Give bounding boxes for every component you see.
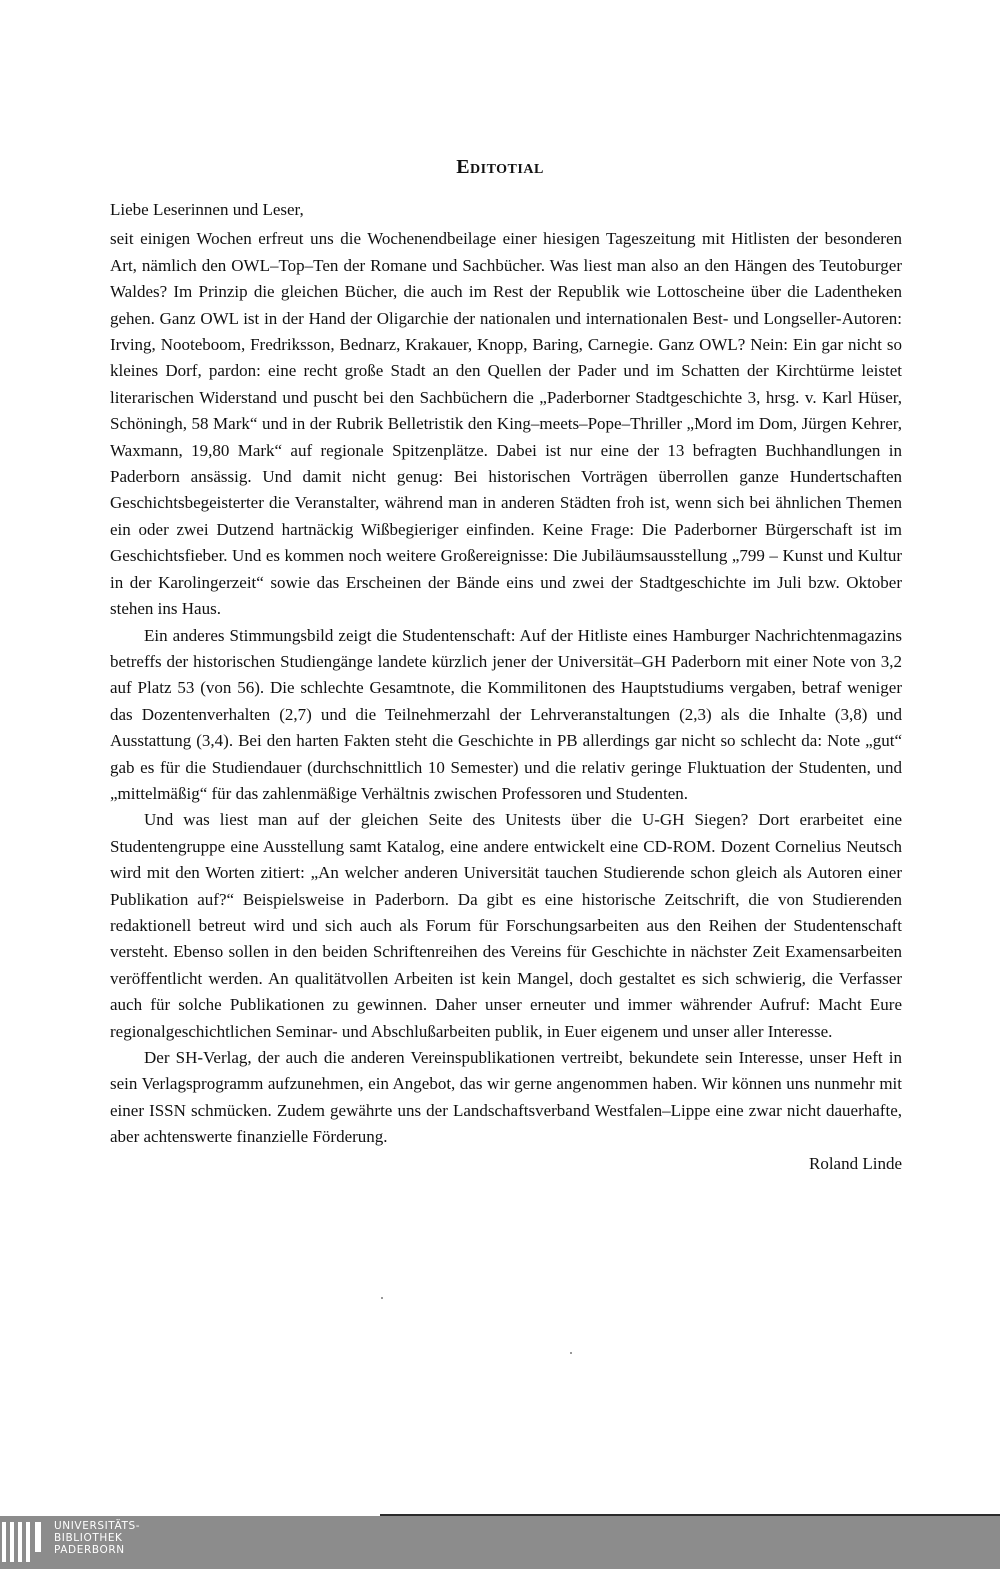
- article-body: [110, 197, 902, 1177]
- paragraph-1: seit einigen Wochen erfreut uns die Wochenendbeilage einer hiesigen Tageszeitung mit Hitlisten der besonderen Art, nämlich den OWL–Top–Ten der Romane und Sachbücher. Was liest man also an den Hängen des Teutoburger Waldes? Im Prinzip die gleichen Bücher, die auch im Rest der Republik wie Lottoscheine über die Ladentheken gehen. Ganz OWL ist in der Hand der Oligarchie der nationalen und internationalen Best- und Longseller-Autoren: Irving, Nooteboom, Fredriksson, Bednarz, Krakauer, Knopp, Baring, Carnegie. Ganz OWL? Nein: Ein gar nicht so kleines Dorf, pardon: eine recht große Stadt an den Quellen der Pader und im Schatten der Kirchtürme leistet literarischen Widerstand und puscht bei den Sachbüchern die „Paderborner Stadtgeschichte 3, hrsg. v. Karl Hüser, Schöningh, 58 Mark“ und in der Rubrik Belletristik den King–meets–Pope–Thriller „Mord im Dom, Jürgen Kehrer, Waxmann, 19,80 Mark“ auf regionale Spitzenplätze. Dabei ist nur eine der 13 befragten Buchhandlungen in Paderborn ansässig. Und damit nicht genug: Bei historischen Vorträgen überrollen ganze Hundertschaften Geschichtsbegeisterter die Veranstalter, während man in anderen Städten froh ist, wenn sich bei ähnlichen Themen ein oder zwei Dutzend hartnäckig Wißbegieriger einfinden. Keine Frage: Die Paderborner Bürgerschaft ist im Geschichtsfieber. Und es kommen noch weitere Großereignisse: Die Jubiläumsausstellung „799 – Kunst und Kultur in der Karolingerzeit“ sowie das Erscheinen der Bände eins und zwei der Stadtgeschichte im Juli bzw. Oktober stehen ins Haus.: [110, 229, 902, 619]
- library-logo-icon: [0, 1522, 42, 1566]
- paragraph-3: Und was liest man auf der gleichen Seite des Unitests über die U-GH Siegen? Dort erarbeitet eine Studentengruppe eine Ausstellung samt Katalog, eine andere entwickelt eine CD-ROM. Dozent Cornelius Neutsch wird mit den Worten zitiert: „An welcher anderen Universität tauchen Studierende schon gleich als Autoren einer Publikation auf?“ Beispielsweise in Paderborn. Da gibt es eine historische Zeitschrift, die von Studierenden redaktionell betreut wird und sich auch als Forum für Forschungsarbeiten aus den Reihen der Studentenschaft versteht. Ebenso sollen in den beiden Schriftenreihen des Vereins für Geschichte in nächster Zeit Examensarbeiten veröffentlicht werden. An qualitätvollen Arbeiten ist kein Mangel, doch gestaltet es sich schwierig, die Verfasser auch für solche Publikationen zu gewinnen. Daher unser erneuter und immer währender Aufruf: Macht Eure regionalgeschichtlichen Seminar- und Abschlußarbeiten publik, in Euer eigenem und unser aller Interesse.: [110, 810, 902, 1041]
- logo-line-2: BIBLIOTHEK: [54, 1532, 123, 1544]
- signature: Roland Linde: [808, 1153, 902, 1173]
- logo-line-1: UNIVERSITÄTS-: [54, 1520, 141, 1532]
- library-logo-text: [54, 1520, 140, 1556]
- scan-speck: [381, 1297, 383, 1299]
- logo-line-3: PADERBORN: [54, 1544, 125, 1556]
- library-footer-bar: [0, 1516, 1000, 1569]
- paragraph-4: Der SH-Verlag, der auch die anderen Vereinspublikationen vertreibt, bekundete sein Interesse, unser Heft in sein Verlagsprogramm aufzunehmen, ein Angebot, das wir gerne angenommen haben. Wir können uns nunmehr mit einer ISSN schmücken. Zudem gewährte uns der Landschaftsverband Westfalen–Lippe eine zwar nicht dauerhafte, aber achtenswerte finanzielle Förderung.: [110, 1048, 902, 1147]
- scan-speck: [570, 1352, 572, 1354]
- page-title: Editotial: [456, 156, 544, 178]
- paragraph-2: Ein anderes Stimmungsbild zeigt die Studentenschaft: Auf der Hitliste eines Hamburger Nachrichtenmagazins betreffs der historischen Studiengänge landete kürzlich jener der Universität–GH Paderborn mit einer Note von 3,2 auf Platz 53 (von 56). Die schlechte Gesamtnote, die Kommilitonen des Hauptstudiums vergaben, betraf weniger das Dozentenverhalten (2,7) und die Teilnehmerzahl der Lehrveranstaltungen (2,3) als die Inhalte (3,8) und Ausstattung (3,4). Bei den harten Fakten steht die Geschichte in PB allerdings gar nicht so schlecht da: Note „gut“ gab es für die Studiendauer (durchschnittlich 10 Semester) und die relativ geringe Fluktuation der Studenten, und „mittelmäßig“ für das zahlenmäßige Verhältnis zwischen Professoren und Studenten.: [110, 625, 902, 803]
- salutation: Liebe Leserinnen und Leser,: [110, 200, 304, 219]
